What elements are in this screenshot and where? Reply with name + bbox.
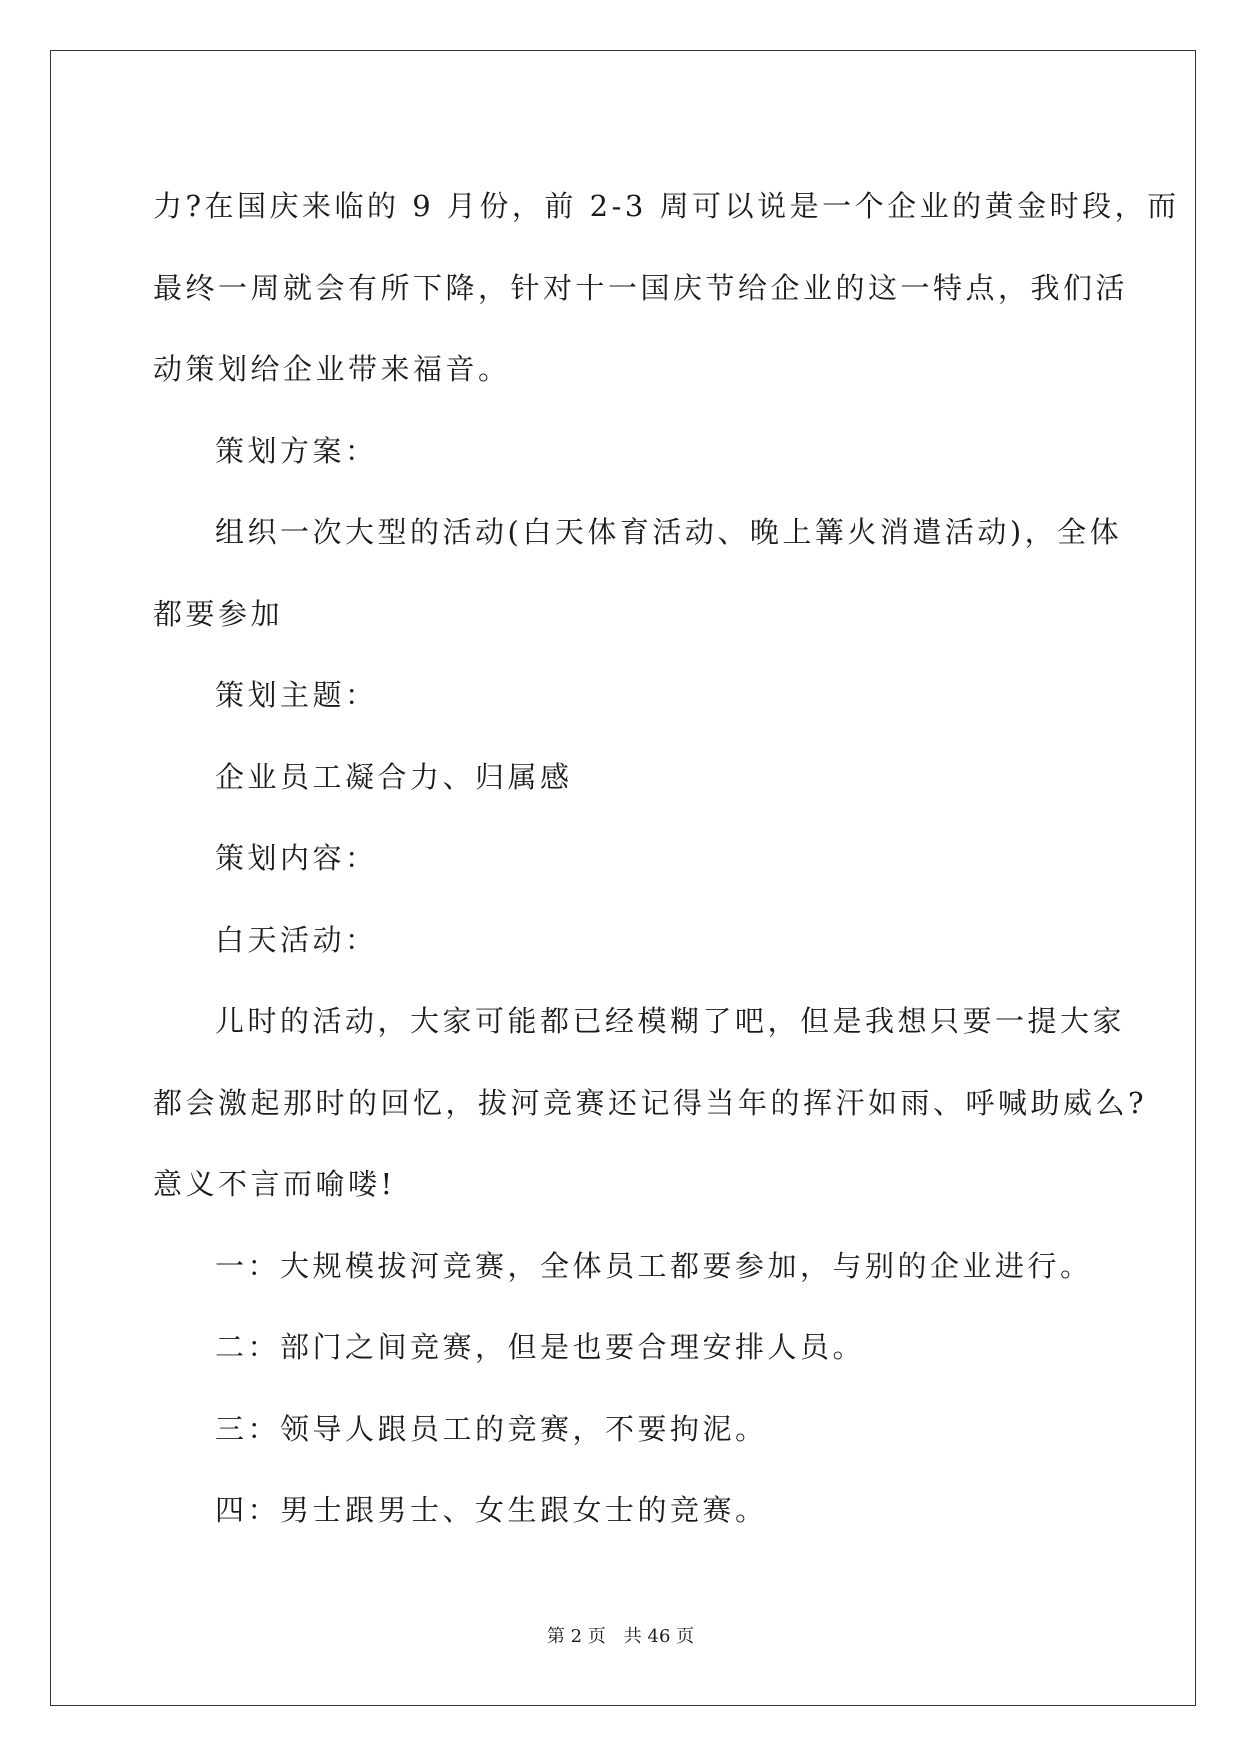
list-item-3: 三：领导人跟员工的竞赛，不要拘泥。 (215, 1411, 768, 1446)
text-line-12: 都会激起那时的回忆，拔河竞赛还记得当年的挥汗如雨、呼喊助威么? (153, 1085, 1148, 1120)
text-line-3: 动策划给企业带来福音。 (153, 352, 511, 386)
heading-daytime: 白天活动： (215, 922, 378, 957)
page-total: 共 46 页 (623, 1626, 695, 1647)
page-number: 第 2 页 (546, 1626, 606, 1647)
list-item-2: 二：部门之间竞赛，但是也要合理安排人员。 (215, 1330, 866, 1364)
heading-theme: 策划主题： (215, 678, 378, 712)
page-footer (0, 1622, 1241, 1648)
heading-plan: 策划方案： (215, 433, 378, 468)
text-line-6: 都要参加 (153, 596, 284, 631)
text-line-11: 儿时的活动，大家可能都已经模糊了吧，但是我想只要一提大家 (215, 1004, 1126, 1038)
list-item-4: 四：男士跟男士、女生跟女士的竞赛。 (215, 1493, 768, 1527)
document-body (153, 166, 1180, 1552)
text-line-13: 意义不言而喻喽! (153, 1167, 396, 1201)
list-item-1: 一：大规模拔河竞赛，全体员工都要参加，与别的企业进行。 (215, 1248, 1093, 1283)
heading-content: 策划内容： (215, 841, 378, 875)
text-line-5: 组织一次大型的活动(白天体育活动、晚上篝火消遣活动)，全体 (215, 515, 1123, 549)
text-line-8: 企业员工凝合力、归属感 (215, 759, 573, 794)
text-line-2: 最终一周就会有所下降，针对十一国庆节给企业的这一特点，我们活 (153, 270, 1129, 305)
text-line-1: 力?在国庆来临的 9 月份，前 2-3 周可以说是一个企业的黄金时段，而 (153, 189, 1180, 223)
